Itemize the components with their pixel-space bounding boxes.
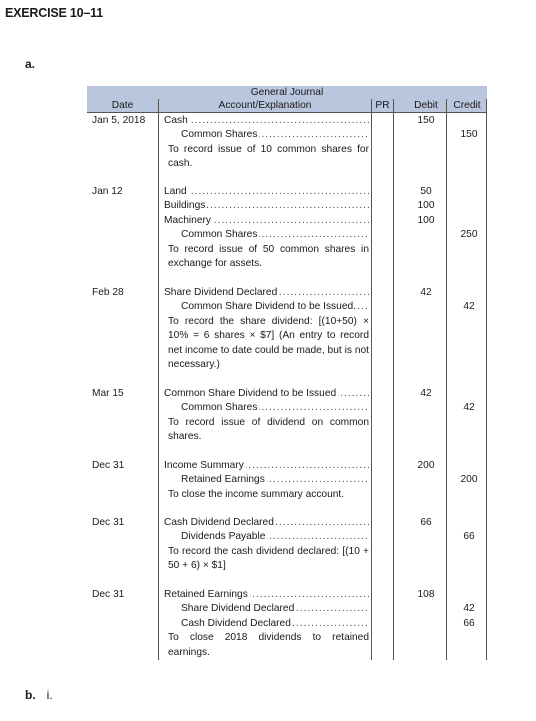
col-rule-pr: [393, 99, 394, 660]
entry-explanation: To record issue of dividend on common shares.: [168, 416, 369, 443]
account-name: Income Summary: [164, 460, 244, 471]
credit-amount: 42: [463, 603, 475, 615]
account-name: Common Share Dividend to be Issued.: [181, 301, 356, 313]
credit-amount: 42: [463, 301, 475, 313]
account-line: [164, 300, 369, 314]
account-line: [164, 516, 369, 530]
debit-amount: 50: [420, 186, 432, 197]
account-line: [164, 459, 369, 473]
account-line: [164, 473, 369, 487]
entry-explanation: To record issue of 50 common shares in exchange for assets.: [168, 243, 369, 269]
debit-amount: 200: [417, 460, 435, 471]
header-debit: Debit: [414, 100, 438, 111]
account-name: Common Shares: [181, 229, 258, 241]
account-line: [164, 602, 369, 616]
debit-amount: 42: [420, 287, 432, 298]
part-b-label: [25, 688, 53, 702]
entry-date: Dec 31: [92, 460, 125, 471]
account-line: [164, 286, 369, 300]
account-line: [164, 114, 369, 128]
part-b-sub: i.: [46, 688, 53, 702]
account-line: [164, 588, 369, 602]
entry-explanation: To record the share dividend: [(10+50) × 10% = 6 shares × $7] (An entry to record net income to date could be made, but is not necessary.): [168, 315, 369, 370]
account-name: Retained Earnings: [164, 589, 248, 600]
col-rule-account: [371, 99, 372, 660]
header-rule: [87, 112, 487, 113]
credit-amount: 42: [463, 402, 475, 414]
account-name: Cash: [164, 115, 188, 126]
account-line: [164, 199, 369, 213]
debit-amount: 150: [417, 115, 435, 126]
entry-explanation: To close the income summary account.: [168, 488, 345, 500]
entry-date: Jan 5, 2018: [92, 115, 146, 126]
account-name: Common Share Dividend to be Issued: [164, 388, 337, 399]
credit-amount: 200: [460, 474, 478, 486]
debit-amount: 108: [417, 589, 435, 600]
account-line: [164, 185, 369, 199]
entry-explanation: To record issue of 10 common shares for cash.: [168, 143, 369, 170]
account-line: [164, 214, 369, 228]
account-name: Share Dividend Declared: [181, 603, 295, 615]
entry-date: Feb 28: [92, 287, 124, 298]
account-line: [164, 617, 369, 631]
col-rule-credit: [486, 99, 487, 660]
account-line: [164, 530, 369, 544]
account-name: Cash Dividend Declared: [181, 617, 291, 629]
entry-explanation: To close 2018 dividends to retained earnings.: [168, 632, 369, 658]
account-name: Common Shares: [181, 402, 258, 414]
account-line: [164, 401, 369, 415]
entry-explanation: To record the cash dividend declared: [(10 + 50 + 6) × $1]: [168, 545, 369, 572]
debit-amount: 66: [420, 517, 432, 528]
account-line: [164, 128, 369, 142]
header-date: Date: [111, 100, 134, 111]
header-account: Account/Explanation: [218, 100, 312, 111]
entry-date: Jan 12: [92, 186, 123, 197]
account-line: [164, 228, 369, 242]
account-name: Buildings: [164, 200, 206, 212]
credit-amount: 66: [463, 617, 475, 629]
credit-amount: 66: [463, 531, 475, 543]
header-pr: PR: [375, 100, 390, 111]
account-name: Dividends Payable: [181, 531, 266, 543]
account-name: Machinery: [164, 214, 211, 226]
part-b-letter: b.: [25, 688, 36, 702]
entry-date: Dec 31: [92, 589, 125, 600]
credit-amount: 150: [460, 129, 478, 141]
account-name: Common Shares: [181, 129, 258, 141]
part-a-label: a.: [25, 57, 36, 71]
account-name: Share Dividend Declared: [164, 287, 278, 298]
journal-title: General Journal: [87, 86, 487, 99]
credit-amount: 250: [460, 229, 478, 241]
journal-header-row: [87, 99, 487, 113]
account-name: Land: [164, 186, 187, 197]
account-name: Cash Dividend Declared: [164, 517, 274, 528]
general-journal-table: [87, 86, 487, 660]
exercise-title: EXERCISE 10–11: [5, 6, 103, 20]
entry-date: Dec 31: [92, 517, 125, 528]
col-rule-debit: [446, 99, 447, 660]
entry-date: Mar 15: [92, 388, 124, 399]
col-rule-date: [158, 99, 159, 660]
debit-amount: 42: [420, 388, 432, 399]
debit-amount: 100: [417, 214, 435, 226]
account-line: [164, 387, 369, 401]
debit-amount: 100: [417, 200, 435, 212]
header-credit: Credit: [453, 100, 481, 111]
account-name: Retained Earnings: [181, 474, 265, 486]
